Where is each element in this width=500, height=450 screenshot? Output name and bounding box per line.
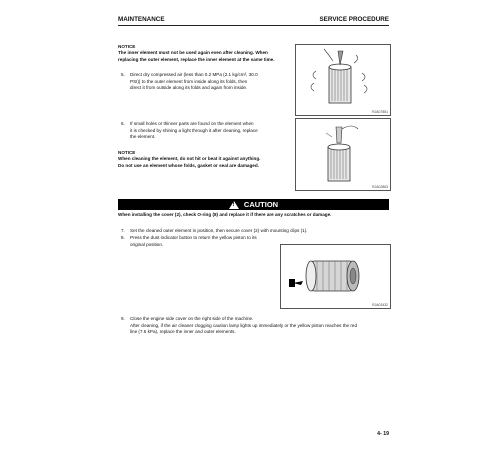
step-number: 8. xyxy=(121,235,125,240)
dust-indicator-illustration xyxy=(281,245,390,308)
figure-code: RJA03432 xyxy=(372,303,388,307)
figure-dust-indicator xyxy=(280,244,391,309)
notice1-title: NOTICE xyxy=(118,44,136,49)
page-number: 4- 19 xyxy=(377,431,389,437)
notice2-line: When cleaning the element, do not hit or beat it against anything. xyxy=(118,156,261,161)
element-light-illustration xyxy=(296,119,390,190)
notice1-body xyxy=(118,50,288,63)
notice2-line: Do not use an element whose folds, gasket or seal are damaged. xyxy=(118,162,259,168)
step-9 xyxy=(121,316,391,336)
step-number: 5. xyxy=(121,72,125,77)
step-line: If small holes or thinner parts are found on the element when xyxy=(130,121,254,126)
step-number: 9. xyxy=(121,316,125,321)
header-rule xyxy=(118,25,389,26)
notice2-title: NOTICE xyxy=(118,150,136,155)
step-number: 7. xyxy=(121,228,125,233)
step-line: Close the engine side cover on the right side of the machine. xyxy=(130,316,254,321)
element-air-illustration xyxy=(296,45,390,115)
notice1-line: replacing the outer element, replace the inner element at the same time. xyxy=(118,56,275,62)
step-line: it is checked by shining a light through it after cleaning, replace xyxy=(130,127,258,133)
caution-banner xyxy=(118,199,389,210)
warning-triangle-icon: ! xyxy=(229,201,239,209)
step-6 xyxy=(121,121,291,141)
step-line: Set the cleaned outer element in position, then secure cover (2) with mounting clips (1). xyxy=(130,228,308,233)
figure-air-blow xyxy=(295,44,391,116)
notice1-line: The inner element must not be used again even after cleaning. When xyxy=(118,50,268,55)
step-line: Direct dry compressed air (less than 0.2 MPa (2.1 kg/cm², 30.0 xyxy=(130,72,258,77)
step-line: PSI)) to the outer element from inside along its folds, then xyxy=(130,78,248,84)
step-line: line (7.5 kPa), replace the inner and outer elements. xyxy=(130,329,236,335)
step-5 xyxy=(121,72,291,92)
step-number: 6. xyxy=(121,121,125,126)
figure-light-check xyxy=(295,118,391,191)
figure-code: RJA02863 xyxy=(372,185,388,189)
section-title: MAINTENANCE xyxy=(118,16,165,23)
step-8 xyxy=(121,235,291,248)
notice2-body xyxy=(118,156,293,169)
caution-label: CAUTION xyxy=(243,200,279,209)
figure-code: RJA07851 xyxy=(372,110,388,114)
step-line: Press the dust indicator button to return the yellow piston to its xyxy=(130,235,257,240)
section-subtitle: SERVICE PROCEDURE xyxy=(319,16,389,23)
step-7 xyxy=(121,228,389,235)
step-line: the element. xyxy=(130,134,156,140)
step-line: After cleaning, if the air cleaner clogging caution lamp lights up immediately or the yellow piston reaches the red xyxy=(130,322,358,328)
step-line: original position. xyxy=(130,241,164,247)
step-line: direct it from outside along its folds and again from inside. xyxy=(130,85,248,91)
caution-text: When installing the cover (2), check O-ring (8) and replace it if there are any scratches or damage. xyxy=(118,212,332,217)
